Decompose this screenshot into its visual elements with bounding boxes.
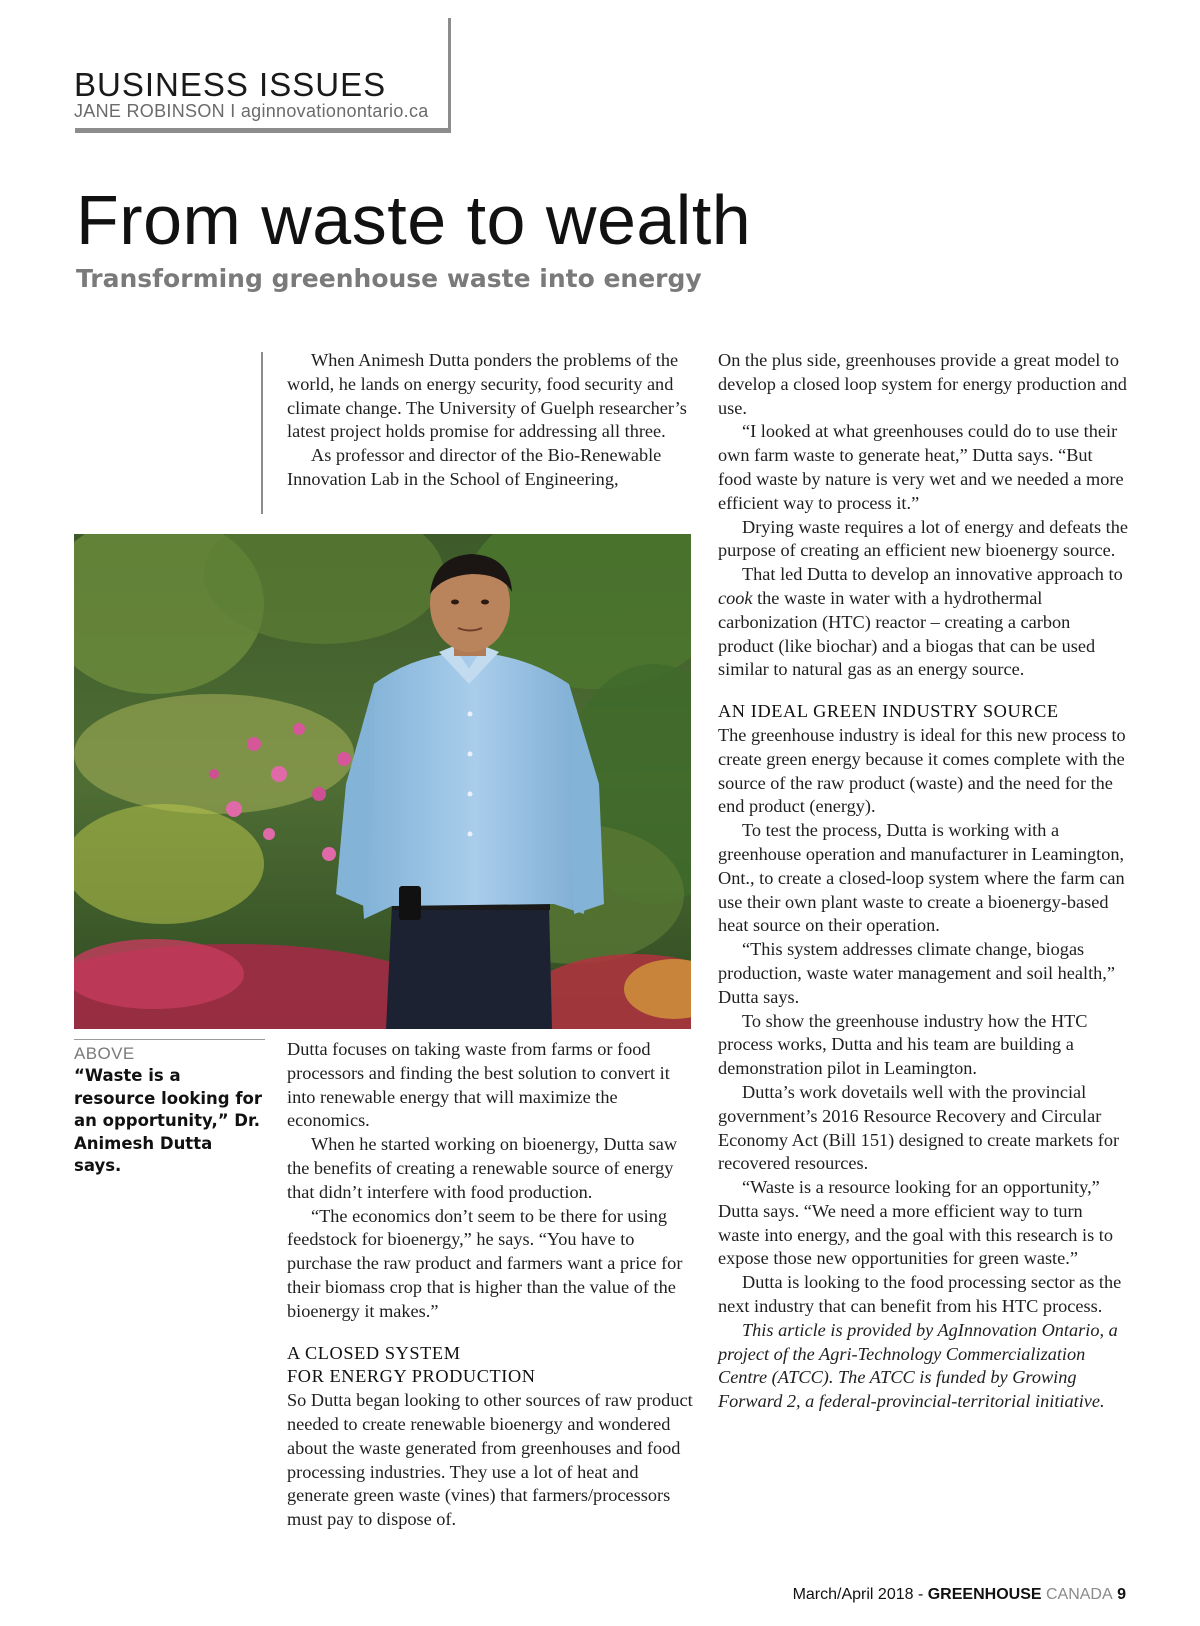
paragraph: “Waste is a resource looking for an opportunity,” Dutta says. “We need a more efficient way to turn waste into energy, and the goal with this research is to expose those new opportunities for green waste.” bbox=[718, 1177, 1113, 1269]
paragraph: “I looked at what greenhouses could do to use their own farm waste to generate heat,” Dutta says. “But food waste by nature is very wet and we needed a more efficient way to process it.” bbox=[718, 421, 1124, 513]
paragraph: When he started working on bioenergy, Dutta saw the benefits of creating a renewable source of energy that didn’t interfere with food production. bbox=[287, 1134, 678, 1202]
article-deck: Transforming greenhouse waste into energy bbox=[76, 264, 702, 293]
issue-date: March/April 2018 - bbox=[792, 1586, 928, 1603]
subhead-line: FOR ENERGY PRODUCTION bbox=[287, 1366, 536, 1387]
paragraph: To show the greenhouse industry how the HTC process works, Dutta and his team are building a demonstration pilot in Leamington. bbox=[718, 1010, 1088, 1079]
subhead-line: A CLOSED SYSTEM bbox=[287, 1342, 461, 1363]
paragraph: “The economics don’t seem to be there for using feedstock for bioenergy,” he says. “You have to purchase the raw product and farmers want a price for their biomass crop that is higher than the value of the bioenergy it makes.” bbox=[287, 1205, 683, 1321]
intro-column bbox=[287, 349, 697, 492]
paragraph: When Animesh Dutta ponders the problems of the world, he lands on energy security, food security and climate change. The University of Guelph researcher’s latest project holds promise for addressing all three. bbox=[287, 350, 687, 442]
caption-label: ABOVE bbox=[74, 1044, 135, 1063]
paragraph: To test the process, Dutta is working with a greenhouse operation and manufacturer in Leamington, Ont., to create a closed-loop system where the farm can use their own plant waste to create a bioenergy-based heat source on their operation. bbox=[718, 820, 1125, 936]
paragraph: Dutta focuses on taking waste from farms or food processors and finding the best solution to convert it into renewable energy that will maximize the economics. bbox=[287, 1039, 670, 1131]
left-column bbox=[287, 1038, 699, 1532]
paragraph: On the plus side, greenhouses provide a great model to develop a closed loop system for energy production and use. bbox=[718, 350, 1127, 418]
publication-name: GREENHOUSE bbox=[927, 1586, 1042, 1603]
section-title: BUSINESS ISSUES bbox=[74, 66, 387, 103]
section-divider-horizontal bbox=[75, 128, 451, 133]
paragraph: Dutta is looking to the food processing sector as the next industry that can benefit from his HTC process. bbox=[718, 1272, 1122, 1317]
subhead-ideal-source: AN IDEAL GREEN INDUSTRY SOURCE bbox=[718, 701, 1059, 722]
photo-caption: “Waste is a resource looking for an opportunity,” Dr. Animesh Dutta says. bbox=[74, 1066, 262, 1175]
paragraph: As professor and director of the Bio-Renewable Innovation Lab in the School of Engineering, bbox=[287, 445, 662, 489]
section-divider-vertical bbox=[448, 18, 451, 133]
page-number: 9 bbox=[1112, 1586, 1126, 1603]
text-run: the waste in water with a hydrothermal carbonization (HTC) reactor – creating a carbon product (like biochar) and a biogas that can be used similar to natural gas as an energy source. bbox=[718, 587, 1096, 680]
paragraph: Dutta’s work dovetails well with the provincial government’s 2016 Resource Recovery and Circular Economy Act (Bill 151) designed to create markets for recovered resources. bbox=[718, 1081, 1120, 1174]
page-footer bbox=[793, 1586, 1126, 1604]
caption-divider bbox=[74, 1039, 265, 1040]
garden-portrait-image bbox=[74, 534, 691, 1029]
intro-divider bbox=[261, 352, 263, 514]
author-byline: JANE ROBINSON I aginnovationontario.ca bbox=[74, 101, 429, 121]
paragraph: Drying waste requires a lot of energy and defeats the purpose of creating an efficient new bioenergy source. bbox=[718, 516, 1128, 561]
paragraph: “This system addresses climate change, biogas production, waste water management and soil health,” Dutta says. bbox=[718, 939, 1115, 1007]
credit-note: This article is provided by AgInnovation Ontario, a project of the Agri-Technology Commercialization Centre (ATCC). The ATCC is funded by Growing Forward 2, a federal-provincial-territorial initiative. bbox=[718, 1319, 1118, 1412]
portrait-photo bbox=[74, 534, 691, 1029]
paragraph bbox=[718, 563, 1128, 682]
paragraph: So Dutta began looking to other sources of raw product needed to create renewable bioenergy and wondered about the waste generated from greenhouses and food processing industries. They use a lot of heat and generate green waste (vines) that farmers/processors must pay to dispose of. bbox=[287, 1390, 693, 1530]
right-column bbox=[718, 349, 1128, 1414]
publication-name-suffix: CANADA bbox=[1041, 1586, 1113, 1603]
article-headline: From waste to wealth bbox=[76, 181, 752, 259]
paragraph: The greenhouse industry is ideal for this new process to create green energy because it comes complete with the source of the raw product (waste) and the need for the end product (energy). bbox=[718, 724, 1126, 817]
text-run: That led Dutta to develop an innovative approach to bbox=[742, 564, 1123, 585]
subhead-closed-system bbox=[287, 1342, 699, 1390]
emphasis-text: cook bbox=[718, 587, 753, 608]
